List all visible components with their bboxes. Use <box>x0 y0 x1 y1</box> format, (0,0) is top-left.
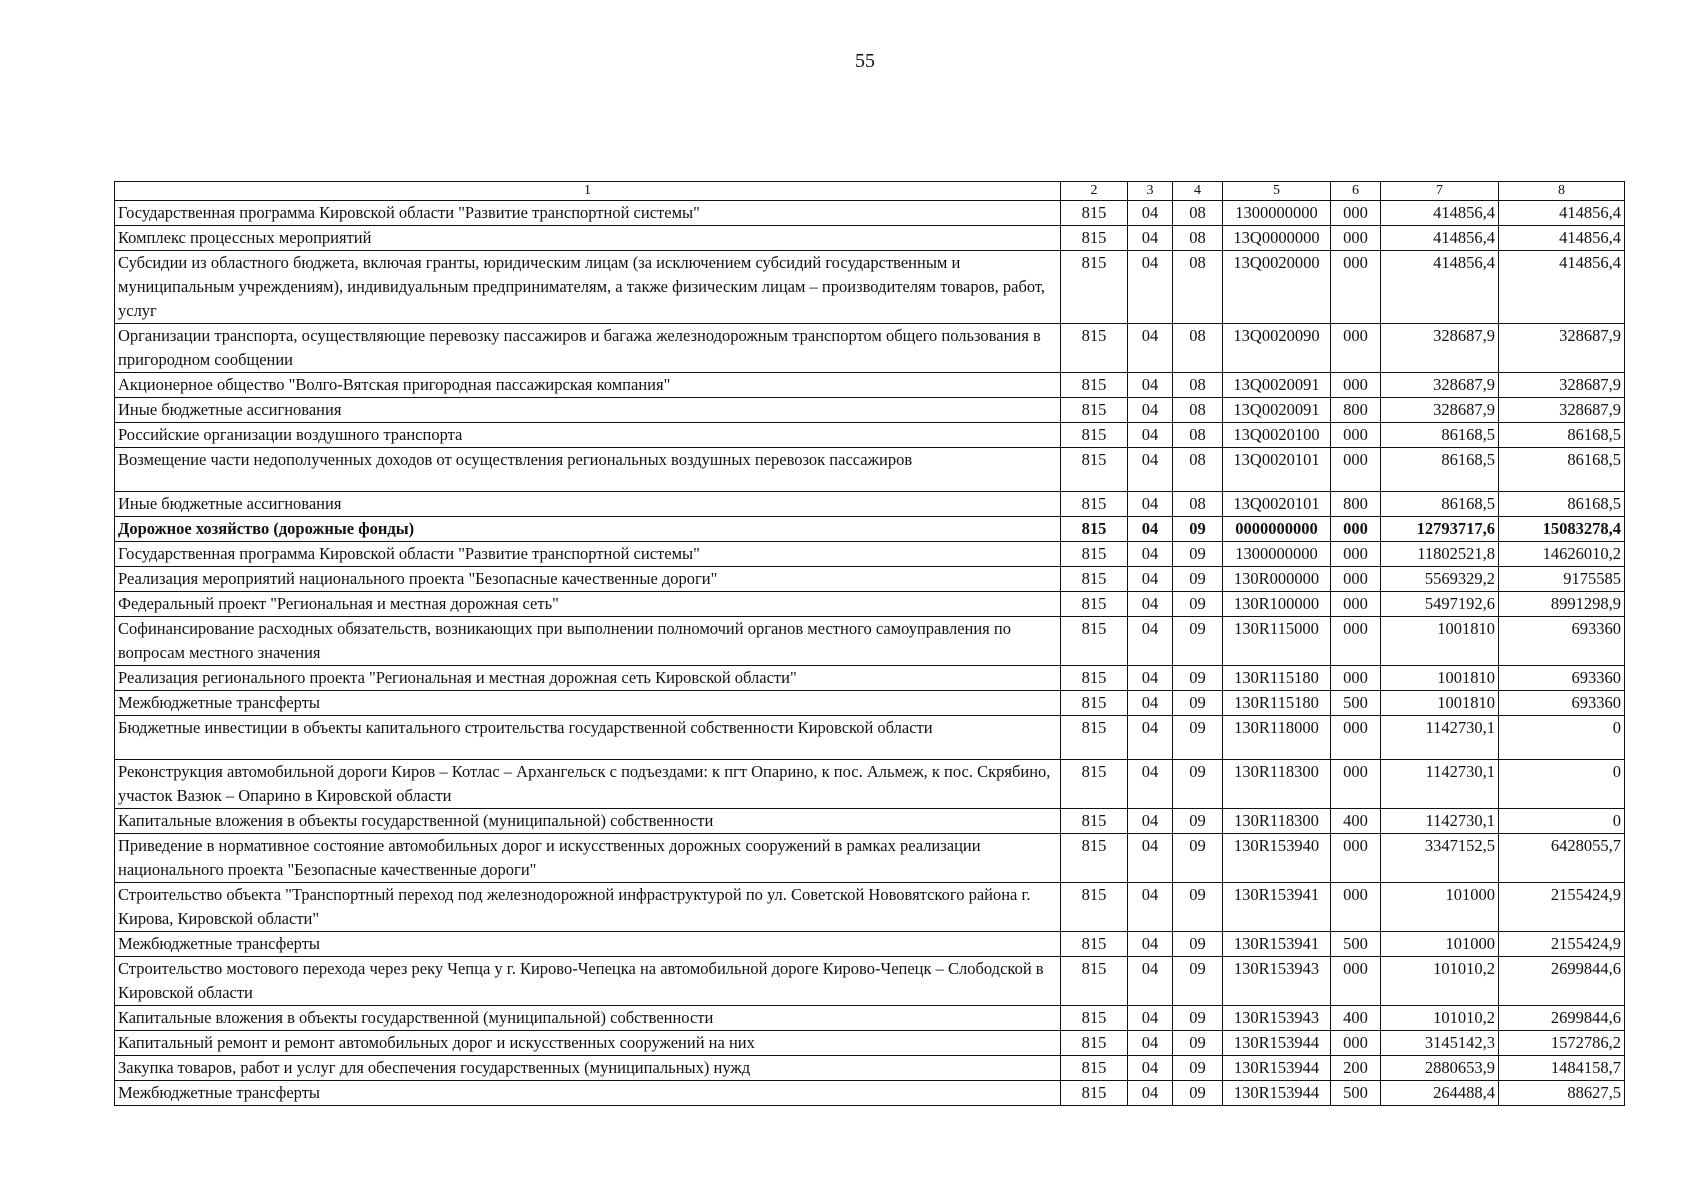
cell-expense-type: 500 <box>1331 691 1381 716</box>
cell-admin-code: 815 <box>1061 1056 1128 1081</box>
cell-target-article: 13Q0020101 <box>1223 448 1331 492</box>
cell-subsection: 08 <box>1173 226 1223 251</box>
table-row <box>115 809 1625 834</box>
cell-amount-year-1: 328687,9 <box>1381 398 1499 423</box>
cell-section: 04 <box>1128 666 1173 691</box>
cell-amount-year-1: 414856,4 <box>1381 251 1499 324</box>
table-row <box>115 932 1625 957</box>
cell-amount-year-2: 693360 <box>1499 691 1625 716</box>
cell-subsection: 09 <box>1173 809 1223 834</box>
cell-expense-type: 000 <box>1331 226 1381 251</box>
cell-admin-code: 815 <box>1061 932 1128 957</box>
budget-table <box>114 181 1625 1106</box>
cell-target-article: 130R115180 <box>1223 666 1331 691</box>
cell-target-article: 130R153940 <box>1223 834 1331 883</box>
cell-section: 04 <box>1128 517 1173 542</box>
cell-amount-year-1: 414856,4 <box>1381 226 1499 251</box>
cell-amount-year-2: 2699844,6 <box>1499 957 1625 1006</box>
cell-subsection: 09 <box>1173 932 1223 957</box>
table-body <box>115 201 1625 1106</box>
cell-amount-year-2: 15083278,4 <box>1499 517 1625 542</box>
cell-amount-year-1: 101010,2 <box>1381 957 1499 1006</box>
cell-target-article: 130R118300 <box>1223 760 1331 809</box>
row-name: Капитальные вложения в объекты государственной (муниципальной) собственности <box>115 809 1061 834</box>
cell-subsection: 09 <box>1173 1081 1223 1106</box>
table-row <box>115 617 1625 666</box>
cell-section: 04 <box>1128 932 1173 957</box>
cell-subsection: 09 <box>1173 567 1223 592</box>
cell-admin-code: 815 <box>1061 666 1128 691</box>
page-number: 55 <box>855 50 875 72</box>
cell-admin-code: 815 <box>1061 423 1128 448</box>
cell-expense-type: 500 <box>1331 1081 1381 1106</box>
cell-amount-year-1: 1142730,1 <box>1381 716 1499 760</box>
cell-amount-year-1: 328687,9 <box>1381 373 1499 398</box>
table-row <box>115 373 1625 398</box>
table-row <box>115 1031 1625 1056</box>
cell-admin-code: 815 <box>1061 226 1128 251</box>
row-name: Строительство мостового перехода через реку Чепца у г. Кирово-Чепецка на автомобильной дороге Кирово-Чепецк – Слободской в Кировской области <box>115 957 1061 1006</box>
cell-amount-year-2: 693360 <box>1499 617 1625 666</box>
cell-amount-year-1: 86168,5 <box>1381 492 1499 517</box>
cell-admin-code: 815 <box>1061 716 1128 760</box>
cell-amount-year-2: 86168,5 <box>1499 492 1625 517</box>
cell-admin-code: 815 <box>1061 201 1128 226</box>
cell-admin-code: 815 <box>1061 883 1128 932</box>
cell-amount-year-1: 1001810 <box>1381 617 1499 666</box>
cell-admin-code: 815 <box>1061 567 1128 592</box>
cell-amount-year-2: 14626010,2 <box>1499 542 1625 567</box>
row-name: Софинансирование расходных обязательств, возникающих при выполнении полномочий органов местного самоуправления по вопросам местного значения <box>115 617 1061 666</box>
table-row <box>115 398 1625 423</box>
row-name: Бюджетные инвестиции в объекты капитального строительства государственной собственности Кировской области <box>115 716 1061 760</box>
cell-target-article: 130R100000 <box>1223 592 1331 617</box>
cell-target-article: 13Q0020101 <box>1223 492 1331 517</box>
cell-amount-year-2: 414856,4 <box>1499 201 1625 226</box>
cell-amount-year-1: 1142730,1 <box>1381 760 1499 809</box>
table-row <box>115 666 1625 691</box>
cell-section: 04 <box>1128 809 1173 834</box>
cell-amount-year-2: 86168,5 <box>1499 448 1625 492</box>
cell-expense-type: 200 <box>1331 1056 1381 1081</box>
cell-amount-year-1: 86168,5 <box>1381 448 1499 492</box>
table-row <box>115 517 1625 542</box>
cell-expense-type: 000 <box>1331 324 1381 373</box>
row-name: Закупка товаров, работ и услуг для обеспечения государственных (муниципальных) нужд <box>115 1056 1061 1081</box>
cell-section: 04 <box>1128 883 1173 932</box>
row-name: Реализация регионального проекта "Региональная и местная дорожная сеть Кировской области" <box>115 666 1061 691</box>
cell-amount-year-2: 0 <box>1499 809 1625 834</box>
cell-amount-year-1: 11802521,8 <box>1381 542 1499 567</box>
cell-target-article: 130R153941 <box>1223 932 1331 957</box>
cell-amount-year-1: 1001810 <box>1381 666 1499 691</box>
cell-admin-code: 815 <box>1061 1081 1128 1106</box>
cell-subsection: 09 <box>1173 1006 1223 1031</box>
column-number: 8 <box>1499 182 1625 201</box>
cell-subsection: 09 <box>1173 517 1223 542</box>
cell-amount-year-2: 0 <box>1499 760 1625 809</box>
column-number-row <box>115 182 1625 201</box>
cell-amount-year-1: 101000 <box>1381 883 1499 932</box>
row-name: Строительство объекта "Транспортный переход под железнодорожной инфраструктурой по ул. Советской Нововятского района г. Кирова, Кировской области" <box>115 883 1061 932</box>
cell-admin-code: 815 <box>1061 1031 1128 1056</box>
cell-amount-year-1: 12793717,6 <box>1381 517 1499 542</box>
table-row <box>115 201 1625 226</box>
row-name: Российские организации воздушного транспорта <box>115 423 1061 448</box>
cell-admin-code: 815 <box>1061 492 1128 517</box>
table-row <box>115 251 1625 324</box>
row-name: Приведение в нормативное состояние автомобильных дорог и искусственных дорожных сооружений в рамках реализации национального проекта "Безопасные качественные дороги" <box>115 834 1061 883</box>
cell-target-article: 13Q0020100 <box>1223 423 1331 448</box>
cell-subsection: 09 <box>1173 1056 1223 1081</box>
cell-expense-type: 400 <box>1331 1006 1381 1031</box>
cell-target-article: 130R153944 <box>1223 1056 1331 1081</box>
table-row <box>115 492 1625 517</box>
cell-target-article: 130R153943 <box>1223 957 1331 1006</box>
cell-expense-type: 800 <box>1331 492 1381 517</box>
cell-section: 04 <box>1128 617 1173 666</box>
column-number: 3 <box>1128 182 1173 201</box>
cell-target-article: 130R115180 <box>1223 691 1331 716</box>
cell-amount-year-1: 5569329,2 <box>1381 567 1499 592</box>
table-row <box>115 448 1625 492</box>
cell-expense-type: 000 <box>1331 517 1381 542</box>
row-name: Капитальный ремонт и ремонт автомобильных дорог и искусственных сооружений на них <box>115 1031 1061 1056</box>
row-name: Реализация мероприятий национального проекта "Безопасные качественные дороги" <box>115 567 1061 592</box>
cell-section: 04 <box>1128 834 1173 883</box>
table-row <box>115 691 1625 716</box>
row-name: Государственная программа Кировской области "Развитие транспортной системы" <box>115 201 1061 226</box>
cell-target-article: 13Q0020091 <box>1223 398 1331 423</box>
cell-amount-year-2: 6428055,7 <box>1499 834 1625 883</box>
cell-subsection: 09 <box>1173 592 1223 617</box>
cell-target-article: 130R000000 <box>1223 567 1331 592</box>
cell-expense-type: 000 <box>1331 834 1381 883</box>
cell-section: 04 <box>1128 201 1173 226</box>
cell-expense-type: 000 <box>1331 567 1381 592</box>
cell-section: 04 <box>1128 957 1173 1006</box>
cell-subsection: 08 <box>1173 492 1223 517</box>
table-row <box>115 226 1625 251</box>
cell-target-article: 13Q0020000 <box>1223 251 1331 324</box>
cell-admin-code: 815 <box>1061 373 1128 398</box>
column-number: 5 <box>1223 182 1331 201</box>
cell-amount-year-2: 414856,4 <box>1499 251 1625 324</box>
column-number: 6 <box>1331 182 1381 201</box>
row-name: Реконструкция автомобильной дороги Киров – Котлас – Архангельск с подъездами: к пгт Опарино, к пос. Альмеж, к пос. Скрябино, участок Вазюк – Опарино в Кировской области <box>115 760 1061 809</box>
cell-expense-type: 000 <box>1331 592 1381 617</box>
cell-expense-type: 000 <box>1331 883 1381 932</box>
table-row <box>115 957 1625 1006</box>
column-number: 1 <box>115 182 1061 201</box>
row-name: Межбюджетные трансферты <box>115 932 1061 957</box>
cell-subsection: 09 <box>1173 957 1223 1006</box>
row-name: Субсидии из областного бюджета, включая гранты, юридическим лицам (за исключением субсидий государственным и муниципальным учреждениям), индивидуальным предпринимателям, а также физическим лицам – производителям товаров, работ, услуг <box>115 251 1061 324</box>
cell-section: 04 <box>1128 716 1173 760</box>
cell-subsection: 09 <box>1173 666 1223 691</box>
cell-expense-type: 000 <box>1331 251 1381 324</box>
cell-amount-year-1: 1142730,1 <box>1381 809 1499 834</box>
cell-target-article: 130R153944 <box>1223 1081 1331 1106</box>
cell-target-article: 130R118300 <box>1223 809 1331 834</box>
table-row <box>115 760 1625 809</box>
cell-amount-year-1: 328687,9 <box>1381 324 1499 373</box>
cell-admin-code: 815 <box>1061 1006 1128 1031</box>
cell-admin-code: 815 <box>1061 542 1128 567</box>
cell-subsection: 08 <box>1173 448 1223 492</box>
cell-amount-year-1: 264488,4 <box>1381 1081 1499 1106</box>
cell-subsection: 08 <box>1173 251 1223 324</box>
cell-subsection: 08 <box>1173 373 1223 398</box>
cell-expense-type: 800 <box>1331 398 1381 423</box>
cell-amount-year-1: 3145142,3 <box>1381 1031 1499 1056</box>
cell-amount-year-2: 9175585 <box>1499 567 1625 592</box>
table-row <box>115 592 1625 617</box>
cell-amount-year-1: 101010,2 <box>1381 1006 1499 1031</box>
column-number: 2 <box>1061 182 1128 201</box>
cell-expense-type: 000 <box>1331 957 1381 1006</box>
cell-admin-code: 815 <box>1061 957 1128 1006</box>
cell-admin-code: 815 <box>1061 809 1128 834</box>
cell-subsection: 08 <box>1173 423 1223 448</box>
cell-section: 04 <box>1128 691 1173 716</box>
cell-target-article: 13Q0020090 <box>1223 324 1331 373</box>
cell-amount-year-1: 3347152,5 <box>1381 834 1499 883</box>
cell-target-article: 13Q0020091 <box>1223 373 1331 398</box>
cell-expense-type: 000 <box>1331 1031 1381 1056</box>
cell-target-article: 130R153944 <box>1223 1031 1331 1056</box>
cell-admin-code: 815 <box>1061 592 1128 617</box>
cell-section: 04 <box>1128 1031 1173 1056</box>
cell-expense-type: 000 <box>1331 448 1381 492</box>
cell-expense-type: 500 <box>1331 932 1381 957</box>
cell-subsection: 09 <box>1173 691 1223 716</box>
cell-amount-year-2: 2699844,6 <box>1499 1006 1625 1031</box>
cell-admin-code: 815 <box>1061 448 1128 492</box>
cell-subsection: 09 <box>1173 716 1223 760</box>
cell-expense-type: 000 <box>1331 201 1381 226</box>
cell-target-article: 0000000000 <box>1223 517 1331 542</box>
table-row <box>115 423 1625 448</box>
row-name: Дорожное хозяйство (дорожные фонды) <box>115 517 1061 542</box>
cell-expense-type: 000 <box>1331 423 1381 448</box>
row-name: Комплекс процессных мероприятий <box>115 226 1061 251</box>
table-row <box>115 834 1625 883</box>
cell-subsection: 09 <box>1173 1031 1223 1056</box>
cell-admin-code: 815 <box>1061 834 1128 883</box>
cell-subsection: 09 <box>1173 834 1223 883</box>
cell-expense-type: 000 <box>1331 716 1381 760</box>
cell-amount-year-2: 328687,9 <box>1499 324 1625 373</box>
cell-amount-year-2: 2155424,9 <box>1499 932 1625 957</box>
cell-section: 04 <box>1128 251 1173 324</box>
cell-section: 04 <box>1128 448 1173 492</box>
cell-subsection: 09 <box>1173 760 1223 809</box>
cell-subsection: 09 <box>1173 883 1223 932</box>
row-name: Межбюджетные трансферты <box>115 1081 1061 1106</box>
cell-section: 04 <box>1128 324 1173 373</box>
cell-admin-code: 815 <box>1061 517 1128 542</box>
cell-target-article: 130R118000 <box>1223 716 1331 760</box>
cell-admin-code: 815 <box>1061 251 1128 324</box>
cell-section: 04 <box>1128 1056 1173 1081</box>
column-number: 4 <box>1173 182 1223 201</box>
row-name: Государственная программа Кировской области "Развитие транспортной системы" <box>115 542 1061 567</box>
cell-section: 04 <box>1128 398 1173 423</box>
cell-section: 04 <box>1128 567 1173 592</box>
cell-section: 04 <box>1128 373 1173 398</box>
cell-amount-year-1: 86168,5 <box>1381 423 1499 448</box>
row-name: Капитальные вложения в объекты государственной (муниципальной) собственности <box>115 1006 1061 1031</box>
cell-amount-year-1: 101000 <box>1381 932 1499 957</box>
cell-section: 04 <box>1128 423 1173 448</box>
cell-subsection: 09 <box>1173 542 1223 567</box>
cell-target-article: 1300000000 <box>1223 542 1331 567</box>
cell-expense-type: 000 <box>1331 617 1381 666</box>
table-row <box>115 1056 1625 1081</box>
row-name: Организации транспорта, осуществляющие перевозку пассажиров и багажа железнодорожным транспортом общего пользования в пригородном сообщении <box>115 324 1061 373</box>
cell-amount-year-2: 2155424,9 <box>1499 883 1625 932</box>
cell-amount-year-2: 1484158,7 <box>1499 1056 1625 1081</box>
table-row <box>115 1006 1625 1031</box>
cell-admin-code: 815 <box>1061 617 1128 666</box>
cell-amount-year-2: 88627,5 <box>1499 1081 1625 1106</box>
cell-amount-year-2: 693360 <box>1499 666 1625 691</box>
cell-amount-year-1: 1001810 <box>1381 691 1499 716</box>
table-row <box>115 324 1625 373</box>
cell-amount-year-2: 8991298,9 <box>1499 592 1625 617</box>
cell-section: 04 <box>1128 1006 1173 1031</box>
cell-expense-type: 000 <box>1331 373 1381 398</box>
cell-section: 04 <box>1128 592 1173 617</box>
cell-section: 04 <box>1128 760 1173 809</box>
cell-expense-type: 000 <box>1331 760 1381 809</box>
cell-amount-year-2: 328687,9 <box>1499 373 1625 398</box>
cell-target-article: 13Q0000000 <box>1223 226 1331 251</box>
cell-admin-code: 815 <box>1061 691 1128 716</box>
row-name: Возмещение части недополученных доходов от осуществления региональных воздушных перевозок пассажиров <box>115 448 1061 492</box>
cell-section: 04 <box>1128 542 1173 567</box>
cell-admin-code: 815 <box>1061 760 1128 809</box>
cell-target-article: 130R153943 <box>1223 1006 1331 1031</box>
row-name: Иные бюджетные ассигнования <box>115 398 1061 423</box>
cell-target-article: 130R115000 <box>1223 617 1331 666</box>
cell-section: 04 <box>1128 1081 1173 1106</box>
table-row <box>115 1081 1625 1106</box>
table-row <box>115 716 1625 760</box>
table-row <box>115 542 1625 567</box>
cell-amount-year-2: 328687,9 <box>1499 398 1625 423</box>
column-number: 7 <box>1381 182 1499 201</box>
cell-amount-year-2: 414856,4 <box>1499 226 1625 251</box>
cell-subsection: 08 <box>1173 324 1223 373</box>
cell-admin-code: 815 <box>1061 324 1128 373</box>
cell-subsection: 08 <box>1173 201 1223 226</box>
row-name: Акционерное общество "Волго-Вятская пригородная пассажирская компания" <box>115 373 1061 398</box>
cell-subsection: 09 <box>1173 617 1223 666</box>
cell-amount-year-1: 5497192,6 <box>1381 592 1499 617</box>
cell-target-article: 1300000000 <box>1223 201 1331 226</box>
cell-subsection: 08 <box>1173 398 1223 423</box>
cell-expense-type: 400 <box>1331 809 1381 834</box>
cell-amount-year-1: 2880653,9 <box>1381 1056 1499 1081</box>
cell-section: 04 <box>1128 226 1173 251</box>
cell-expense-type: 000 <box>1331 666 1381 691</box>
cell-section: 04 <box>1128 492 1173 517</box>
table-row <box>115 567 1625 592</box>
cell-amount-year-2: 86168,5 <box>1499 423 1625 448</box>
cell-amount-year-2: 1572786,2 <box>1499 1031 1625 1056</box>
cell-amount-year-1: 414856,4 <box>1381 201 1499 226</box>
cell-amount-year-2: 0 <box>1499 716 1625 760</box>
cell-target-article: 130R153941 <box>1223 883 1331 932</box>
row-name: Иные бюджетные ассигнования <box>115 492 1061 517</box>
row-name: Межбюджетные трансферты <box>115 691 1061 716</box>
row-name: Федеральный проект "Региональная и местная дорожная сеть" <box>115 592 1061 617</box>
table-row <box>115 883 1625 932</box>
cell-expense-type: 000 <box>1331 542 1381 567</box>
cell-admin-code: 815 <box>1061 398 1128 423</box>
